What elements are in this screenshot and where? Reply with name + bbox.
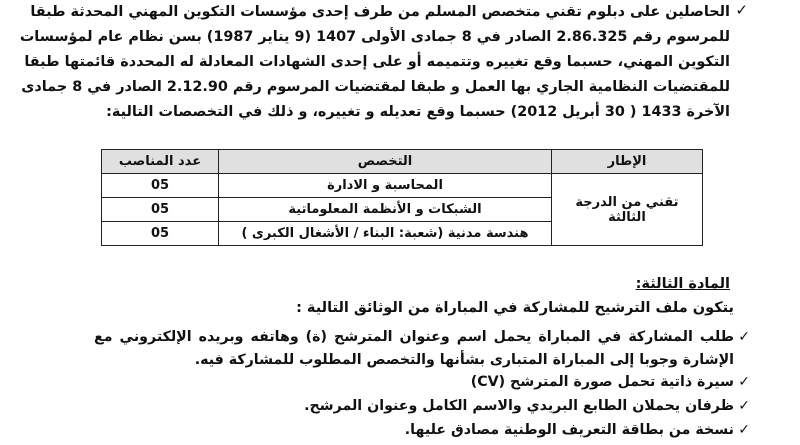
paragraph-line: للمقتضيات النظامية الجاري بها العمل و طبقا لمقتضيات المرسوم رقم 2.12.90 الصادر في 8 جمادى (21, 79, 730, 95)
list-item (470, 374, 750, 390)
list-item-text: سيرة ذاتية تحمل صورة المترشح (CV) (470, 374, 734, 390)
list-item (94, 326, 750, 372)
article-title: المادة الثالثة: (635, 276, 730, 292)
header-count: عدد المناصب (102, 150, 219, 174)
list-item (404, 422, 750, 438)
header-specialty: التخصص (219, 150, 552, 174)
list-item-text: طلب المشاركة في المباراة يحمل اسم وعنوان المترشح (ة) وهاتفه وبريده الإلكتروني مع الإشارة وجوبا إلى المباراة المتبارى بشأنها والتخصص المطلوب للمشاركة فيه. (94, 329, 734, 368)
list-item (304, 398, 750, 414)
frame-cell: تقني من الدرجة الثالثة (551, 174, 702, 246)
specialty-cell: المحاسبة و الادارة (219, 174, 552, 198)
checkmark-icon: ✓ (738, 422, 750, 438)
article-intro: يتكون ملف الترشيح للمشاركة في المباراة من الوثائق التالية : (296, 300, 734, 316)
intro-paragraph (19, 0, 730, 125)
paragraph-line: التكوين المهني، حسبما وقع تغييره وتتميمه أو على إحدى الشهادات المعادلة له المحددة قائمتها طبقا (24, 54, 730, 70)
header-frame: الإطار (551, 150, 702, 174)
table-row (102, 174, 703, 198)
count-cell: 05 (102, 222, 219, 246)
checkmark-icon: ✓ (738, 398, 750, 414)
checkmark-icon: ✓ (735, 1, 748, 19)
specialty-cell: هندسة مدنية (شعبة: البناء / الأشغال الكبرى ) (219, 222, 552, 246)
list-item-text: ظرفان يحملان الطابع البريدي والاسم الكامل وعنوان المرشح. (304, 398, 734, 414)
count-cell: 05 (102, 198, 219, 222)
paragraph-line: الحاصلين على دبلوم تقني متخصص المسلم من طرف إحدى مؤسسات التكوين المهني المحدثة طبقا (30, 4, 730, 20)
checkmark-icon: ✓ (738, 329, 750, 345)
positions-table (101, 149, 703, 246)
specialty-cell: الشبكات و الأنظمة المعلوماتية (219, 198, 552, 222)
table-header-row (102, 150, 703, 174)
paragraph-line: للمرسوم رقم 2.86.325 الصادر في 8 جمادى الأولى 1407 (9 يناير 1987) بسن نظام عام لمؤسسات (19, 29, 730, 45)
list-item-text: نسخة من بطاقة التعريف الوطنية مصادق عليها. (404, 422, 734, 438)
paragraph-line: الآخرة 1433 ( 30 أبريل 2012) حسبما وقع تعديله و تغييره، و ذلك في التخصصات التالية: (106, 104, 730, 120)
checkmark-icon: ✓ (738, 374, 750, 390)
count-cell: 05 (102, 174, 219, 198)
